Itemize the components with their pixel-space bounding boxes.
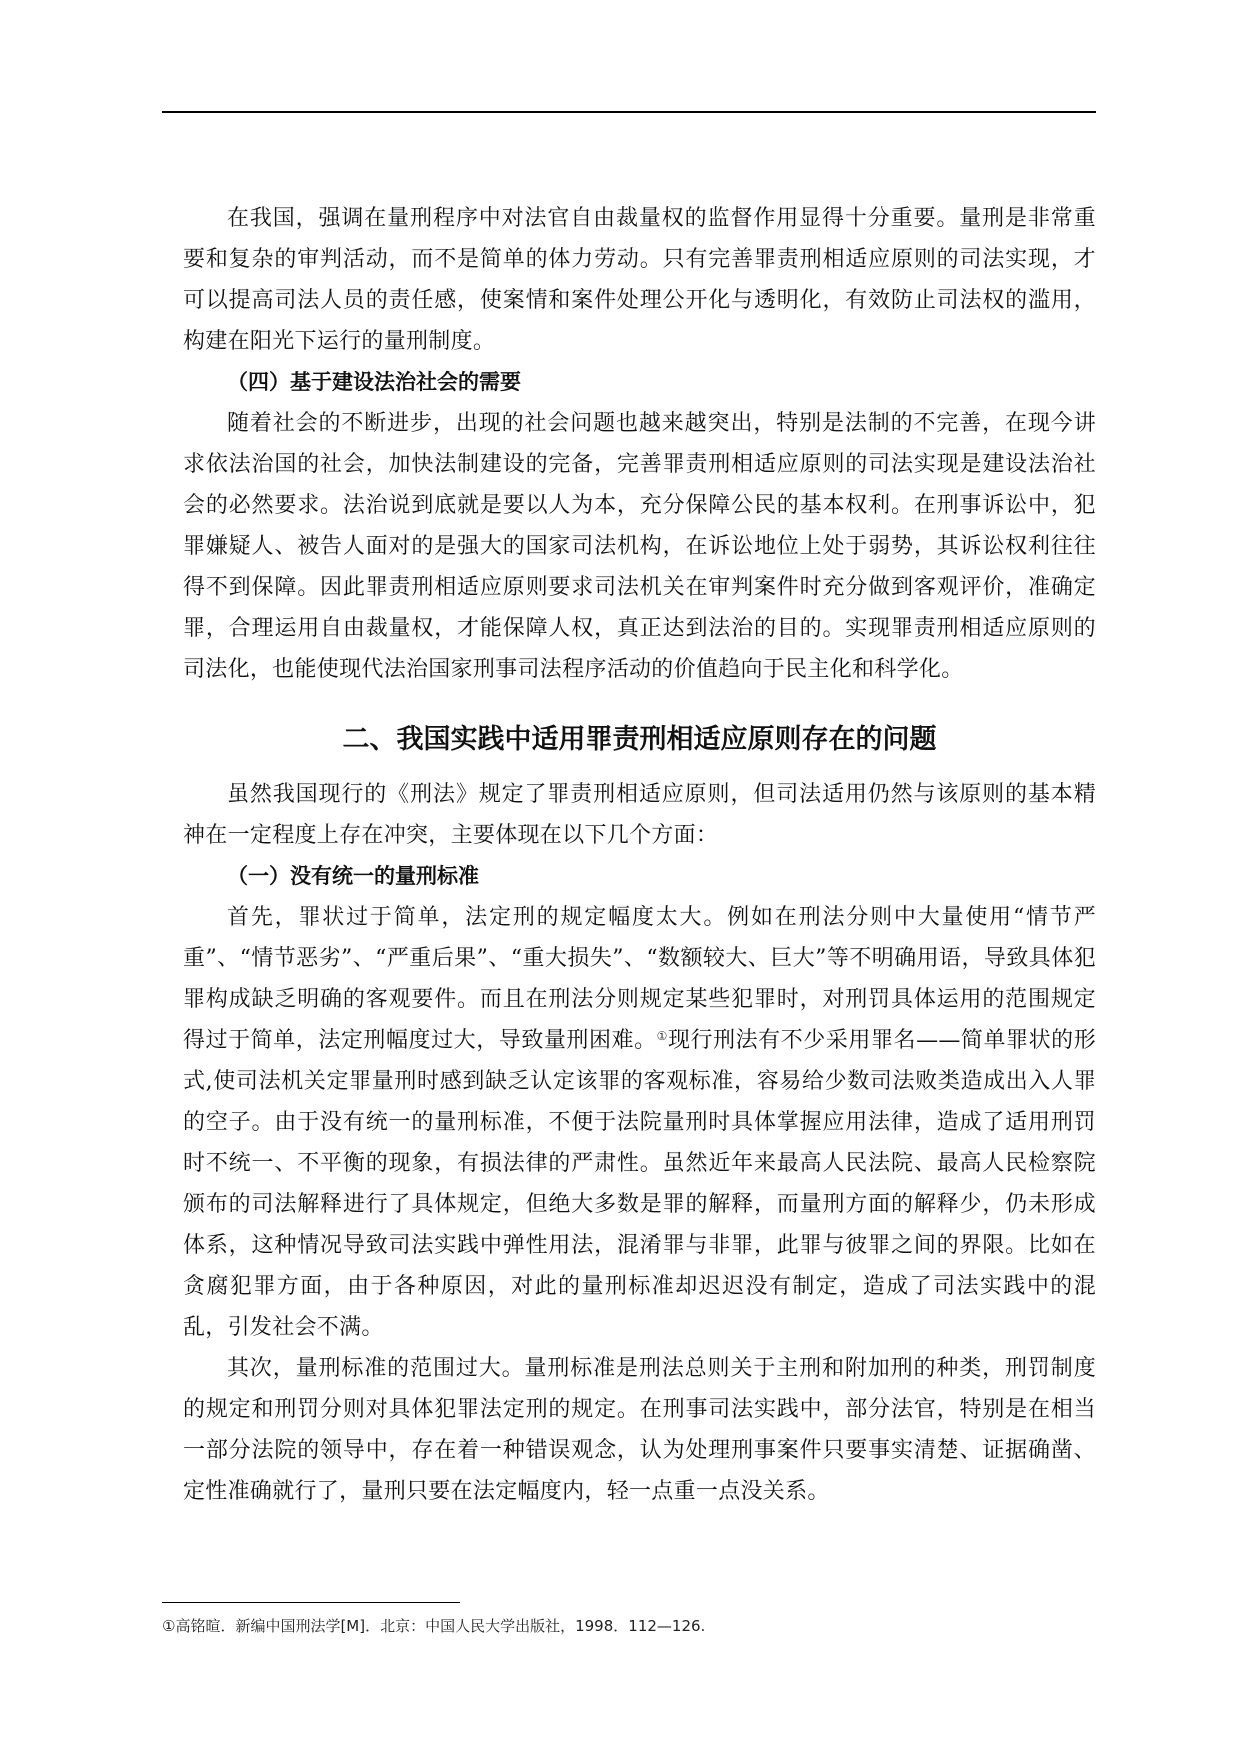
paragraph-supervision: 在我国，强调在量刑程序中对法官自由裁量权的监督作用显得十分重要。量刑是非常重要和复杂的审判活动，而不是简单的体力劳动。只有完善罪责刑相适应原则的司法实现，才可以提高司法人员的责任感，使案情和案件处理公开化与透明化，有效防止司法权的滥用，构建在阳光下运行的量刑制度。 bbox=[183, 206, 1096, 354]
paragraph-first-point-part2: 现行刑法有不少采用罪名——简单罪状的形式,使司法机关定罪量刑时感到缺乏认定该罪的客观标准，容易给少数司法败类造成出入人罪的空子。由于没有统一的量刑标准，不便于法院量刑时具体掌握应用法律，造成了适用刑罚时不统一、不平衡的现象，有损法律的严肃性。虽然近年来最高人民法院、最高人民检察院颁布的司法解释进行了具体规定，但绝大多数是罪的解释，而量刑方面的解释少，仍未形成体系，这种情况导致司法实践中弹性用法，混淆罪与非罪，此罪与彼罪之间的界限。比如在贪腐犯罪方面，由于各种原因，对此的量刑标准却迟迟没有制定，造成了司法实践中的混乱，引发社会不满。 bbox=[183, 1028, 1096, 1340]
paragraph-rule-of-law: 随着社会的不断进步，出现的社会问题也越来越突出，特别是法制的不完善，在现今讲求依法治国的社会，加快法制建设的完备，完善罪责刑相适应原则的司法实现是建设法治社会的必然要求。法治说到底就是要以人为本，充分保障公民的基本权利。在刑事诉讼中，犯罪嫌疑人、被告人面对的是强大的国家司法机构，在诉讼地位上处于弱势，其诉讼权利往往得不到保障。因此罪责刑相适应原则要求司法机关在审判案件时充分做到客观评价，准确定罪，合理运用自由裁量权，才能保障人权，真正达到法治的目的。实现罪责刑相适应原则的司法化，也能使现代法治国家刑事司法程序活动的价值趋向于民主化和科学化。 bbox=[183, 411, 1096, 682]
page-body bbox=[183, 198, 1096, 1512]
subheading-no-unified-standard: （一）没有统一的量刑标准 bbox=[227, 864, 479, 888]
footnote: ①高铭暄．新编中国刑法学[M]．北京：中国人民大学出版社，1998．112—126. bbox=[162, 1617, 706, 1635]
subheading-rule-of-law: （四）基于建设法治社会的需要 bbox=[227, 370, 521, 394]
paragraph-second-point: 其次，量刑标准的范围过大。量刑标准是刑法总则关于主刑和附加刑的种类，刑罚制度的规定和刑罚分则对具体犯罪法定刑的规定。在刑事司法实践中，部分法官，特别是在相当一部分法院的领导中，存在着一种错误观念，认为处理刑事案件只要事实清楚、证据确凿、定性准确就行了，量刑只要在法定幅度内，轻一点重一点没关系。 bbox=[183, 1356, 1096, 1504]
footnote-rule bbox=[162, 1602, 460, 1603]
header-rule bbox=[162, 111, 1096, 113]
paragraph-section-intro: 虽然我国现行的《刑法》规定了罪责刑相适应原则，但司法适用仍然与该原则的基本精神在一定程度上存在冲突，主要体现在以下几个方面： bbox=[183, 782, 1096, 848]
section-title: 二、我国实践中适用罪责刑相适应原则存在的问题 bbox=[342, 724, 937, 755]
footnote-marker[interactable]: ① bbox=[656, 1029, 668, 1043]
paragraph-first-point-part1: 首先，罪状过于简单，法定刑的规定幅度太大。例如在刑法分则中大量使用“情节严重”、“情节恶劣”、“严重后果”、“重大损失”、“数额较大、巨大”等不明确用语，导致具体犯罪构成缺乏明确的客观要件。而且在刑法分则规定某些犯罪时，对刑罚具体运用的范围规定得过于简单，法定刑幅度过大，导致量刑困难。 bbox=[183, 905, 1096, 1053]
paragraph-first-point bbox=[183, 897, 1096, 1348]
